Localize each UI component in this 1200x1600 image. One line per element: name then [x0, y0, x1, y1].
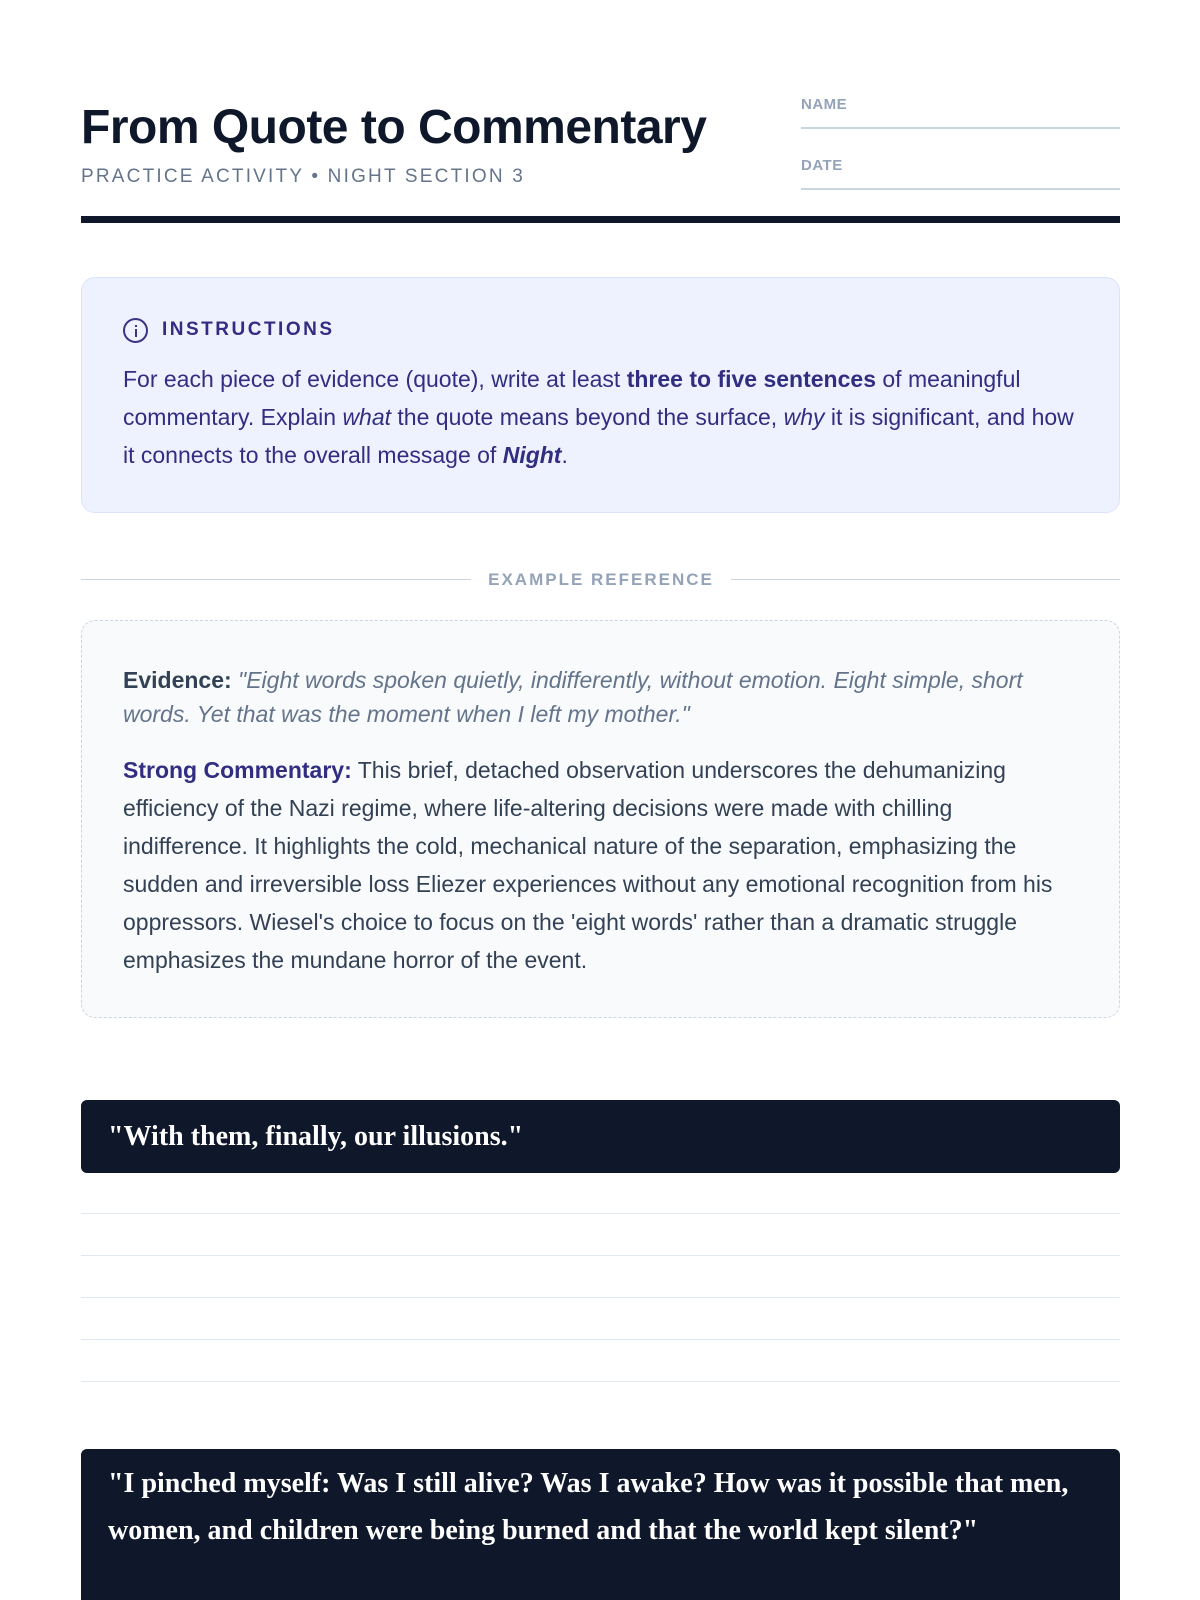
quote-bar-2: "I pinched myself: Was I still alive? Was I awake? How was it possible that men, women, and children were being burned and that the world kept silent?" [81, 1449, 1120, 1600]
example-commentary [123, 751, 1079, 979]
instructions-text-part: . [561, 442, 568, 468]
evidence-quote: "Eight words spoken quietly, indifferently, without emotion. Eight simple, short words. Yet that was the moment when I left my mother." [123, 667, 1023, 727]
instructions-label: INSTRUCTIONS [162, 319, 335, 340]
book-title: Night [502, 442, 562, 468]
instructions-heading [123, 316, 1079, 344]
example-reference-label: EXAMPLE REFERENCE [488, 570, 714, 589]
instructions-text-part: of meaningful commentary. Explain [123, 366, 1021, 430]
name-field[interactable] [801, 96, 1120, 157]
writing-line[interactable] [81, 1381, 1120, 1423]
header-rule [81, 216, 1120, 223]
writing-line[interactable] [81, 1339, 1120, 1381]
date-field[interactable] [801, 157, 1120, 218]
instructions-text-part: it is significant, and how it connects to the overall message of [123, 404, 1074, 468]
instructions-text-part: For each piece of evidence (quote), write at least [123, 366, 627, 392]
name-field-line[interactable] [801, 127, 1120, 129]
info-icon [123, 318, 148, 343]
instructions-why: why [783, 404, 825, 430]
quote-bar-1: "With them, finally, our illusions." [81, 1100, 1120, 1173]
instructions-what: what [342, 404, 392, 430]
divider-line-right [731, 579, 1120, 580]
writing-line[interactable] [81, 1213, 1120, 1255]
example-card [81, 620, 1120, 1018]
instructions-emphasis: three to five sentences [626, 366, 876, 392]
page-subtitle: PRACTICE ACTIVITY • NIGHT SECTION 3 [81, 166, 526, 187]
date-field-line[interactable] [801, 188, 1120, 190]
instructions-box [81, 277, 1120, 513]
evidence-label: Evidence: [123, 667, 232, 693]
commentary-label: Strong Commentary: [123, 757, 352, 783]
writing-line[interactable] [81, 1255, 1120, 1297]
page-title: From Quote to Commentary [81, 101, 707, 154]
commentary-text: This brief, detached observation underscores the dehumanizing efficiency of the Nazi regime, where life-altering decisions were made with chilling indifference. It highlights the cold, mechanical nature of the separation, emphasizing the sudden and irreversible loss Eliezer experiences without any emotional recognition from his oppressors. Wiesel's choice to focus on the 'eight words' rather than a dramatic struggle emphasizes the mundane horror of the event. [123, 757, 1053, 973]
divider-line-left [81, 579, 471, 580]
student-info-fields [801, 96, 1120, 218]
writing-lines[interactable] [81, 1213, 1120, 1423]
instructions-text-part: the quote means beyond the surface, [391, 404, 784, 430]
writing-line[interactable] [81, 1297, 1120, 1339]
date-field-label: DATE [801, 157, 843, 174]
instructions-text [123, 360, 1079, 474]
example-divider [81, 568, 1120, 592]
example-evidence [123, 663, 1079, 731]
worksheet-header [81, 96, 1120, 224]
name-field-label: NAME [801, 96, 848, 113]
